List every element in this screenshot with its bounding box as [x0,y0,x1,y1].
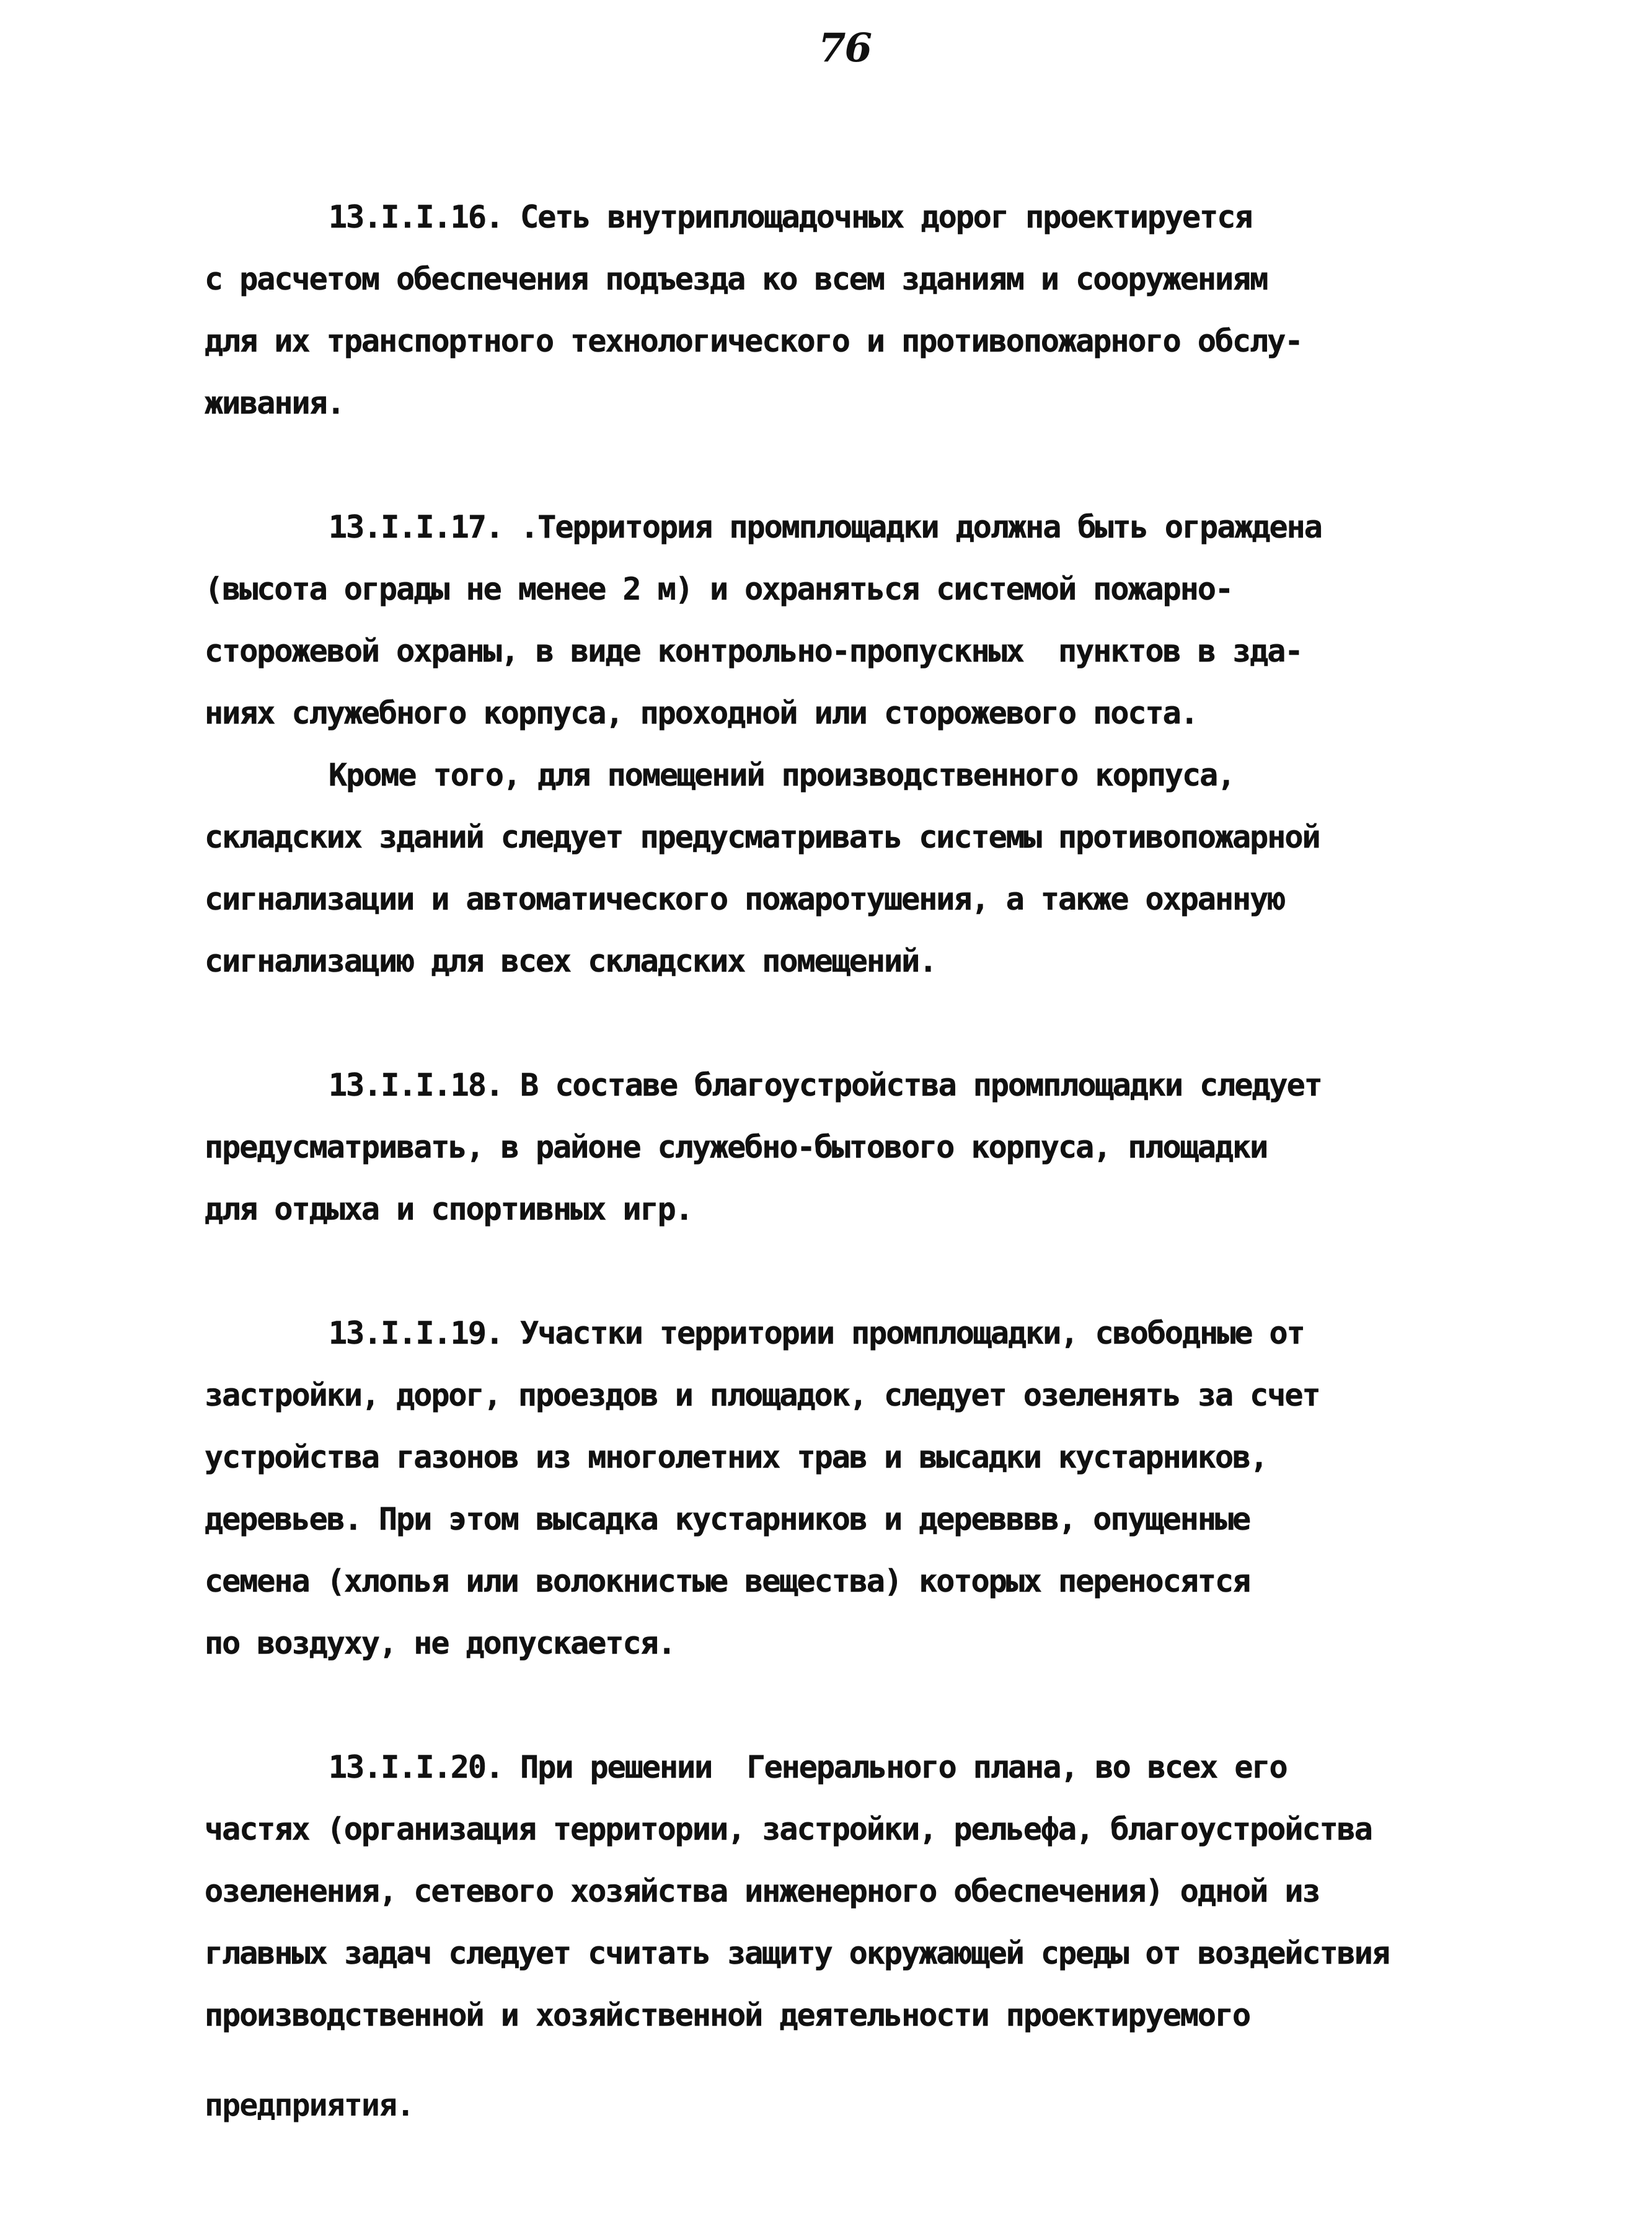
text-line: сигнализацию для всех складских помещений. [205,943,937,979]
text-line: 13.I.I.16. Сеть внутриплощадочных дорог проектируется [329,199,1252,235]
text-line: деревьев. При этом высадка кустарников и деревввв, опущенные [205,1501,1250,1537]
text-line: сигнализации и автоматического пожаротушения, а также охранную [205,881,1285,917]
text-line: 13.I.I.20. При решении Генерального плана, во всех его [329,1749,1287,1785]
paragraph-13-1-1-20 [205,1736,1506,2046]
text-line: с расчетом обеспечения подъезда ко всем зданиям и сооружениям [205,261,1268,297]
paragraph-13-1-1-18 [205,1054,1506,1240]
paragraph-13-1-1-17-continued [205,744,1506,992]
text-line: предусматривать, в районе служебно-бытового корпуса, площадки [205,1129,1268,1165]
text-line: устройства газонов из многолетних трав и высадки кустарников, [205,1439,1268,1475]
page-number: 76 [818,25,872,71]
text-line: главных задач следует считать защиту окружающей среды от воздействия [205,1935,1389,1971]
text-line: частях (организация территории, застройки, рельефа, благоустройства [205,1811,1372,1847]
text-line: застройки, дорог, проездов и площадок, следует озеленять за счет [205,1377,1320,1413]
text-line: для отдыха и спортивных игр. [205,1191,692,1227]
paragraph-13-1-1-17 [205,496,1506,744]
text-line: сторожевой охраны, в виде контрольно-пропускных пунктов в зда- [205,633,1302,669]
text-line: (высота ограды не менее 2 м) и охраняться системой пожарно- [205,571,1233,607]
text-line: по воздуху, не допускается. [205,1625,675,1661]
text-line: семена (хлопья или волокнистые вещества) которых переносятся [205,1563,1250,1599]
text-line: производственной и хозяйственной деятельности проектируемого [205,1997,1250,2033]
text-line: 13.I.I.18. В составе благоустройства промплощадки следует [329,1067,1322,1103]
paragraph-13-1-1-19 [205,1302,1506,1674]
text-line: для их транспортного технологического и противопожарного обслу- [205,323,1302,359]
text-line: живания. [205,385,344,421]
text-line: Кроме того, для помещений производственного корпуса, [329,757,1235,793]
text-line: ниях служебного корпуса, проходной или сторожевого поста. [205,695,1198,731]
text-line: озеленения, сетевого хозяйства инженерного обеспечения) одной из [205,1873,1320,1909]
text-line: 13.I.I.17. .Территория промплощадки должна быть ограждена [329,509,1322,545]
text-line-final: предприятия. [205,2087,414,2123]
paragraph-13-1-1-16 [205,186,1506,434]
text-line: 13.I.I.19. Участки территории промплощадки, свободные от [329,1315,1304,1351]
text-line: складских зданий следует предусматривать системы противопожарной [205,819,1320,855]
